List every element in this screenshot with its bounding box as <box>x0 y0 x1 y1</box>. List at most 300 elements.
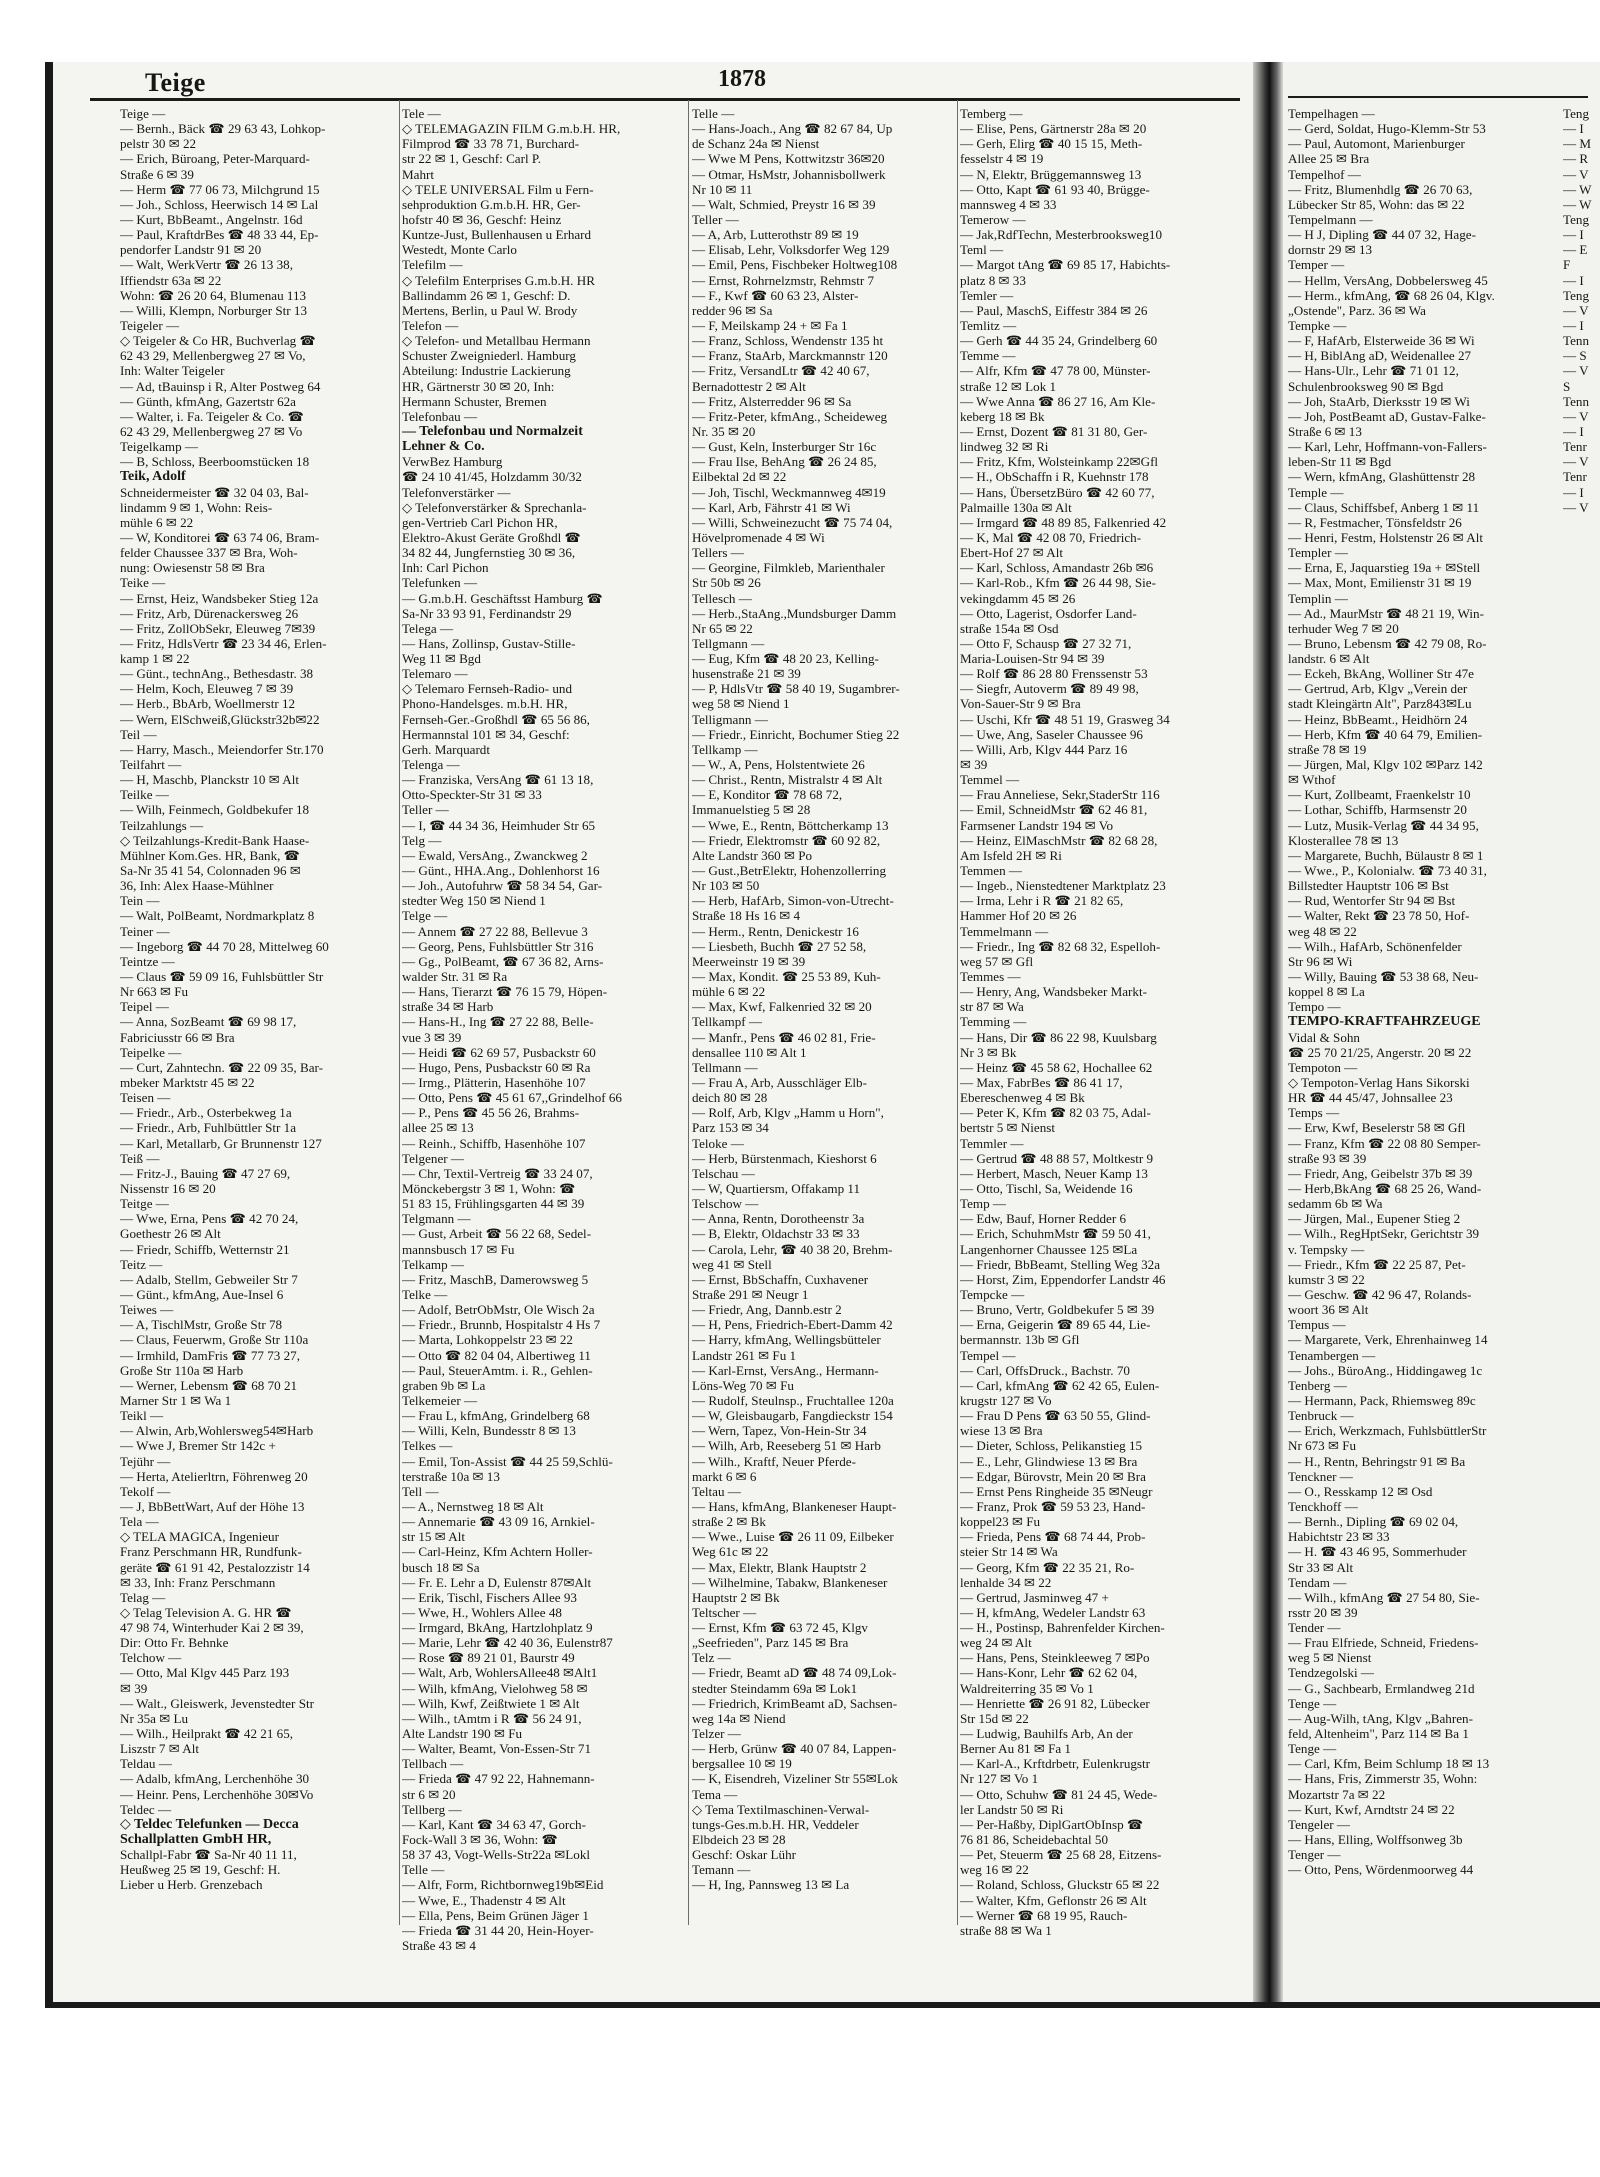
directory-entry: — Walter, Beamt, Von-Essen-Str 71 <box>402 1741 591 1757</box>
directory-entry: — Wilh., kfmAng ☎ 27 54 80, Sie- <box>1288 1589 1480 1605</box>
directory-entry: „Ostende", Parz. 36 ✉ Wa <box>1288 302 1426 318</box>
directory-entry: — Fritz, HdlsVertr ☎ 23 34 46, Erlen- <box>120 635 327 651</box>
directory-entry: — Rud, Wentorfer Str 94 ✉ Bst <box>1288 893 1456 909</box>
directory-entry: Dir: Otto Fr. Behnke <box>120 1635 229 1651</box>
directory-entry: — Bernh., Dipling ☎ 69 02 04, <box>1288 1514 1459 1530</box>
directory-entry: — Frieda, Pens ☎ 68 74 44, Prob- <box>960 1529 1146 1545</box>
directory-entry: straße 88 ✉ Wa 1 <box>960 1922 1052 1938</box>
directory-entry: mühle 6 ✉ 22 <box>120 514 194 530</box>
directory-entry: terhuder Weg 7 ✉ 20 <box>1288 620 1399 636</box>
directory-entry: Habichtstr 23 ✉ 33 <box>1288 1529 1390 1545</box>
directory-entry: Tempelhagen — <box>1288 106 1375 121</box>
directory-entry: Nr 127 ✉ Vo 1 <box>960 1771 1039 1787</box>
directory-entry: Tempelhof — <box>1288 166 1361 182</box>
directory-entry: Telefon — <box>402 317 459 333</box>
directory-entry: F <box>1563 257 1571 273</box>
directory-entry: Parz 153 ✉ 34 <box>692 1120 769 1136</box>
directory-entry: — Fritz, Alsterredder 96 ✉ Sa <box>692 393 852 409</box>
directory-entry: — Wilh., tAmtm i R ☎ 56 24 91, <box>402 1710 582 1726</box>
directory-entry: Telefunken — <box>402 575 478 591</box>
directory-entry: Tenge — <box>1288 1695 1337 1711</box>
directory-entry: — Ad, tBauinsp i R, Alter Postweg 64 <box>120 378 321 394</box>
directory-entry: Farmsener Landstr 194 ✉ Vo <box>960 817 1114 833</box>
directory-entry: Telkemeier — <box>402 1392 478 1408</box>
directory-entry: — Ewald, VersAng., Zwanckweg 2 <box>402 847 588 863</box>
directory-entry: — Geschw. ☎ 42 96 47, Rolands- <box>1288 1286 1472 1302</box>
directory-entry: Teng <box>1563 287 1589 303</box>
directory-entry: — Karl-A., Krftdrbetr, Eulenkrugstr <box>960 1756 1151 1772</box>
directory-entry: — Franz, StaArb, Marckmannstr 120 <box>692 348 888 364</box>
directory-entry: — Adolf, BetrObMstr, Ole Wisch 2a <box>402 1302 595 1318</box>
directory-entry: mbeker Marktstr 45 ✉ 22 <box>120 1075 255 1090</box>
directory-entry: — Emil, Ton-Assist ☎ 44 25 59,Schlü- <box>402 1453 613 1469</box>
directory-entry: Tempo — <box>1288 999 1341 1015</box>
directory-entry: Goethestr 26 ✉ Alt <box>120 1226 221 1242</box>
directory-entry: Nr 103 ✉ 50 <box>692 878 760 894</box>
directory-entry: Telega — <box>402 620 454 636</box>
directory-entry: woort 36 ✉ Alt <box>1288 1302 1369 1318</box>
directory-entry: lenhalde 34 ✉ 22 <box>960 1574 1052 1590</box>
directory-entry: — Gerh ☎ 44 35 24, Grindelberg 60 <box>960 333 1158 349</box>
directory-entry: — Wwe., Luise ☎ 26 11 09, Eilbeker <box>692 1529 894 1545</box>
directory-entry: bergsallee 10 ✉ 19 <box>692 1756 792 1772</box>
directory-entry: Templin — <box>1288 590 1348 606</box>
directory-entry: Teltscher — <box>692 1604 757 1620</box>
directory-entry: Teik, Adolf <box>120 469 186 485</box>
directory-entry: Telschau — <box>692 1165 755 1181</box>
directory-entry: Tenambergen — <box>1288 1347 1376 1363</box>
directory-entry: — Irma, Lehr i R ☎ 21 82 65, <box>960 893 1124 909</box>
directory-entry: — Heinz, ElMaschMstr ☎ 82 68 28, <box>960 832 1158 848</box>
directory-entry: — Liesbeth, Buchh ☎ 27 52 58, <box>692 938 867 954</box>
directory-entry: — Wwe, Erna, Pens ☎ 42 70 24, <box>120 1211 299 1227</box>
directory-entry: — Hans, ÜbersetzBüro ☎ 42 60 77, <box>960 484 1155 500</box>
directory-entry: — Fritz-Peter, kfmAng., Scheideweg <box>692 408 888 424</box>
directory-entry: — Frieda ☎ 47 92 22, Hahnemann- <box>402 1771 595 1787</box>
directory-entry: — Karl, Schloss, Amandastr 26b ✉6 <box>960 560 1154 576</box>
facing-column-edge <box>1563 106 1600 515</box>
directory-entry: — Ernst, Dozent ☎ 81 31 80, Ger- <box>960 423 1148 439</box>
directory-entry: — P, HdlsVtr ☎ 58 40 19, Sugambrer- <box>692 681 900 697</box>
directory-entry: — I <box>1563 121 1584 137</box>
directory-entry: Telemaro — <box>402 666 468 682</box>
directory-entry: Nr. 35 ✉ 20 <box>692 423 756 439</box>
directory-entry: Temp — <box>960 1196 1006 1212</box>
directory-entry: — Gg., PolBeamt, ☎ 67 36 82, Arns- <box>402 953 604 969</box>
directory-entry: Alte Landstr 360 ✉ Po <box>692 847 813 863</box>
directory-entry: Str 33 ✉ Alt <box>1288 1559 1354 1575</box>
directory-entry: — Edgar, Bürovstr, Mein 20 ✉ Bra <box>960 1468 1146 1484</box>
directory-entry: — Hans-Joach., Ang ☎ 82 67 84, Up <box>692 121 893 137</box>
directory-entry: — G., Sachbearb, Ermlandweg 21d <box>1288 1680 1475 1696</box>
directory-entry: weg 5 ✉ Nienst <box>1288 1650 1372 1666</box>
directory-entry: krugstr 127 ✉ Vo <box>960 1392 1052 1408</box>
directory-entry: — Harry, kfmAng, Wellingsbütteler <box>692 1332 881 1348</box>
directory-entry: — Friedr., Arb., Osterbekweg 1a <box>120 1105 292 1121</box>
directory-entry: — Uwe, Ang, Saseler Chaussee 96 <box>960 726 1143 742</box>
directory-entry: Telgener — <box>402 1150 464 1166</box>
directory-entry: husenstraße 21 ✉ 39 <box>692 666 801 682</box>
directory-entry: — Curt, Zahntechn. ☎ 22 09 35, Bar- <box>120 1059 323 1075</box>
directory-entry: — Gerd, Soldat, Hugo-Klemm-Str 53 <box>1288 121 1486 137</box>
directory-entry: feld, Altenheim", Parz 114 ✉ Ba 1 <box>1288 1726 1469 1742</box>
directory-entry: — Hans, Dir ☎ 86 22 98, Kuulsbarg <box>960 1029 1157 1045</box>
directory-entry: bertstr 5 ✉ Nienst <box>960 1120 1055 1136</box>
directory-entry: — Irmg., Plätterin, Hasenhöhe 107 <box>402 1075 586 1090</box>
directory-entry: Temann — <box>692 1862 751 1878</box>
directory-entry: Telligmann — <box>692 711 768 727</box>
directory-entry: „Seefrieden", Parz 145 ✉ Bra <box>692 1635 849 1651</box>
directory-entry: Heußweg 25 ✉ 19, Geschf: H. <box>120 1862 281 1878</box>
directory-entry: — Frau Anneliese, Sekr,StaderStr 116 <box>960 787 1160 803</box>
directory-entry: — Günth, kfmAng, Gazertstr 62a <box>120 393 296 409</box>
directory-entry: Geschf: Oskar Lühr <box>692 1847 796 1863</box>
directory-entry: Marner Str 1 ✉ Wa 1 <box>120 1392 232 1408</box>
directory-entry: Telgmann — <box>402 1211 471 1227</box>
directory-entry: — Bruno, Lebensm ☎ 42 79 08, Ro- <box>1288 635 1487 651</box>
directory-entry: deich 80 ✉ 28 <box>692 1090 768 1106</box>
directory-entry: — V <box>1563 363 1589 379</box>
directory-entry: ✉ 39 <box>120 1680 148 1696</box>
directory-entry: Teigelkamp — <box>120 439 198 455</box>
directory-entry: — Wilh., HafArb, Schönenfelder <box>1288 938 1462 954</box>
directory-entry: — Irmhild, DamFris ☎ 77 73 27, <box>120 1347 300 1363</box>
directory-entry: Tendam — <box>1288 1574 1347 1590</box>
directory-entry: Telg — <box>402 832 442 848</box>
directory-entry: — M <box>1563 136 1592 152</box>
directory-entry: — Hans, Elling, Wolffsonweg 3b <box>1288 1832 1463 1848</box>
directory-entry: Tempoton — <box>1288 1059 1358 1075</box>
directory-entry: — N, Elektr, Brüggemannsweg 13 <box>960 166 1142 182</box>
directory-entry: — Joh, PostBeamt aD, Gustav-Falke- <box>1288 408 1486 424</box>
facing-column <box>1288 106 1592 1877</box>
directory-entry: Westedt, Monte Carlo <box>402 242 517 258</box>
directory-entry: Nr 65 ✉ 22 <box>692 620 753 636</box>
directory-entry: Straße 291 ✉ Neugr 1 <box>692 1286 809 1302</box>
directory-entry: nung: Owiesenstr 58 ✉ Bra <box>120 560 265 576</box>
directory-entry: — Rolf ☎ 86 28 80 Frenssenstr 53 <box>960 666 1148 682</box>
directory-entry: — Günt., kfmAng, Aue-Insel 6 <box>120 1286 284 1302</box>
directory-entry: Fernseh-Ger.-Großhdl ☎ 65 56 86, <box>402 711 590 727</box>
column-divider <box>399 100 400 1925</box>
page-number: 1878 <box>718 66 766 92</box>
directory-entry: — Annemarie ☎ 43 09 16, Arnkiel- <box>402 1514 595 1530</box>
directory-entry: ◇ Tema Textilmaschinen-Verwal- <box>692 1801 870 1817</box>
directory-entry: — H., Rentn, Behringstr 91 ✉ Ba <box>1288 1453 1466 1469</box>
directory-entry: — Frau Ilse, BehAng ☎ 26 24 85, <box>692 454 877 470</box>
directory-entry: — Rudolf, Steulnsp., Fruchtallee 120a <box>692 1392 894 1408</box>
directory-entry: Temme — <box>960 348 1016 364</box>
directory-entry: Temple — <box>1288 484 1344 500</box>
directory-entry: — Ingeb., Nienstedtener Marktplatz 23 <box>960 878 1166 894</box>
directory-entry: Teitge — <box>120 1196 169 1212</box>
directory-entry: — Werner ☎ 68 19 95, Rauch- <box>960 1907 1128 1923</box>
directory-entry: — Hans, Zollinsp, Gustav-Stille- <box>402 635 576 651</box>
directory-entry: — Heinr. Pens, Lerchenhöhe 30✉Vo <box>120 1786 314 1802</box>
directory-entry: — Herm., Rentn, Denickestr 16 <box>692 923 859 939</box>
directory-entry: — I, ☎ 44 34 36, Heimhuder Str 65 <box>402 817 596 833</box>
directory-entry: Tempcke — <box>960 1286 1025 1302</box>
directory-entry: — Wern, Tapez, Von-Hein-Str 34 <box>692 1423 867 1439</box>
directory-entry: Weg 61c ✉ 22 <box>692 1544 769 1560</box>
directory-entry: — Peter K, Kfm ☎ 82 03 75, Adal- <box>960 1105 1151 1121</box>
directory-entry: — F., Kwf ☎ 60 63 23, Alster- <box>692 287 859 303</box>
directory-entry: Tender — <box>1288 1620 1341 1636</box>
directory-entry: — Hermann, Pack, Rhiemsweg 89c <box>1288 1392 1476 1408</box>
directory-entry: — Max, Elektr, Blank Hauptstr 2 <box>692 1559 867 1575</box>
directory-entry: — Ad., MaurMstr ☎ 48 21 19, Win- <box>1288 605 1484 621</box>
directory-entry: felder Chaussee 337 ✉ Bra, Woh- <box>120 545 298 561</box>
directory-entry: Telkamp — <box>402 1256 464 1272</box>
directory-entry: busch 18 ✉ Sa <box>402 1559 480 1575</box>
directory-entry: — Annem ☎ 27 22 88, Bellevue 3 <box>402 923 588 939</box>
directory-entry: — Hans, kfmAng, Blankeneser Haupt- <box>692 1498 897 1514</box>
directory-entry: — Günt., technAng., Bethesdastr. 38 <box>120 666 314 682</box>
directory-entry: Waldreiterring 35 ✉ Vo 1 <box>960 1680 1094 1696</box>
directory-entry: — Eug, Kfm ☎ 48 20 23, Kelling- <box>692 651 879 667</box>
directory-entry: — V <box>1563 454 1589 470</box>
directory-entry: Bernadottestr 2 ✉ Alt <box>692 378 806 394</box>
directory-entry: — Erich, Werkzmach, FuhlsbüttlerStr <box>1288 1423 1487 1439</box>
directory-entry: — Carl, OffsDruck., Bachstr. 70 <box>960 1362 1130 1378</box>
directory-entry: — Herb., BbArb, Woellmerstr 12 <box>120 696 296 712</box>
directory-entry: — Otmar, HsMstr, Johannisbollwerk <box>692 166 886 182</box>
directory-entry: platz 8 ✉ 33 <box>960 272 1026 288</box>
directory-entry: ☎ 25 70 21/25, Angerstr. 20 ✉ 22 <box>1288 1044 1472 1060</box>
directory-entry: — Gust, Arbeit ☎ 56 22 68, Sedel- <box>402 1226 592 1242</box>
directory-entry: ◇ TELE UNIVERSAL Film u Fern- <box>402 181 594 197</box>
directory-entry: — Erich, SchuhmMstr ☎ 59 50 41, <box>960 1226 1151 1242</box>
directory-entry: Straße 6 ✉ 39 <box>120 166 194 182</box>
directory-entry: — Otto, Pens ☎ 45 61 67,,Grindelhof 66 <box>402 1090 622 1106</box>
directory-entry: Fock-Wall 3 ✉ 36, Wohn: ☎ <box>402 1832 558 1848</box>
directory-entry: — Frau D Pens ☎ 63 50 55, Glind- <box>960 1408 1151 1424</box>
directory-entry: — Willi, Klempn, Norburger Str 13 <box>120 302 308 318</box>
directory-entry: ◇ Telefon- und Metallbau Hermann <box>402 333 591 349</box>
directory-entry: — I <box>1563 423 1584 439</box>
book-gutter <box>1253 62 1283 2002</box>
directory-entry: Teigeler — <box>120 317 180 333</box>
directory-entry: Tenger — <box>1288 1847 1341 1863</box>
directory-entry: Tema — <box>692 1786 738 1802</box>
directory-entry: — Herb, HafArb, Simon-von-Utrecht- <box>692 893 894 909</box>
directory-entry: Teipelke — <box>120 1044 182 1060</box>
directory-entry: Franz Perschmann HR, Rundfunk- <box>120 1544 302 1560</box>
directory-entry: — V <box>1563 499 1589 515</box>
directory-entry: 51 83 15, Frühlingsgarten 44 ✉ 39 <box>402 1196 585 1212</box>
directory-entry: leben-Str 11 ✉ Bgd <box>1288 454 1392 470</box>
directory-entry: — Bruno, Vertr, Goldbekufer 5 ✉ 39 <box>960 1302 1155 1318</box>
directory-entry: Temmen — <box>960 863 1022 879</box>
directory-entry: stadt Kleingärtn Alt", Parz843✉Lu <box>1288 696 1472 712</box>
directory-entry: Straße 18 Hs 16 ✉ 4 <box>692 908 801 924</box>
directory-entry: Tekolf — <box>120 1483 171 1499</box>
directory-entry: — Emil, SchneidMstr ☎ 62 46 81, <box>960 802 1148 818</box>
directory-entry: VerwBez Hamburg <box>402 454 503 470</box>
directory-entry: — Fritz, VersandLtr ☎ 42 40 67, <box>692 363 870 379</box>
directory-entry: Straße 43 ✉ 4 <box>402 1938 476 1954</box>
directory-entry: ☎ 24 10 41/45, Holzdamm 30/32 <box>402 469 582 485</box>
directory-entry: — Walt, WerkVertr ☎ 26 13 38, <box>120 257 293 273</box>
directory-entry: — Karl, Arb, Fährstr 41 ✉ Wi <box>692 499 851 515</box>
directory-entry: Mönckebergstr 3 ✉ 1, Wohn: ☎ <box>402 1180 576 1196</box>
directory-entry: — Hans-Konr, Lehr ☎ 62 62 04, <box>960 1665 1138 1681</box>
directory-entry: Straße 6 ✉ 13 <box>1288 423 1362 439</box>
directory-entry: densallee 110 ✉ Alt 1 <box>692 1044 807 1060</box>
directory-entry: Str 50b ✉ 26 <box>692 575 761 591</box>
directory-entry: straße 78 ✉ 19 <box>1288 741 1367 757</box>
directory-entry: weg 41 ✉ Stell <box>692 1256 772 1272</box>
directory-entry: — Claus, Feuerwm, Große Str 110a <box>120 1332 309 1348</box>
directory-entry: — Rolf, Arb, Klgv „Hamm u Horn", <box>692 1105 884 1121</box>
directory-entry: — Ernst, BbSchaffn, Cuxhavener <box>692 1271 869 1287</box>
directory-entry: Otto-Speckter-Str 31 ✉ 33 <box>402 787 542 803</box>
directory-entry: Telefilm — <box>402 257 463 273</box>
directory-entry: Hammer Hof 20 ✉ 26 <box>960 908 1077 924</box>
directory-entry: Teldec — <box>120 1801 172 1817</box>
directory-entry: — Erna, E, Jaquarstieg 19a + ✉Stell <box>1288 560 1481 576</box>
directory-entry: Berner Au 81 ✉ Fa 1 <box>960 1741 1071 1757</box>
directory-entry: — Joh, Tischl, Weckmannweg 4✉19 <box>692 484 886 500</box>
directory-entry: — Heinz ☎ 45 58 62, Hochallee 62 <box>960 1059 1153 1075</box>
directory-entry: — Otto, Schuhw ☎ 81 24 45, Wede- <box>960 1786 1158 1802</box>
directory-entry: — Walt, Schmied, Preystr 16 ✉ 39 <box>692 196 876 212</box>
directory-entry: — Erw, Kwf, Beselerstr 58 ✉ Gfl <box>1288 1120 1466 1136</box>
directory-entry: — Christ., Rentn, Mistralstr 4 ✉ Alt <box>692 772 883 788</box>
directory-entry: — Wilh., RegHptSekr, Gerichtstr 39 <box>1288 1226 1480 1242</box>
directory-entry: allee 25 ✉ 13 <box>402 1120 474 1136</box>
directory-entry: — Alfr, Form, Richtbornweg19b✉Eid <box>402 1877 604 1893</box>
directory-entry: — Max, Mont, Emilienstr 31 ✉ 19 <box>1288 575 1472 591</box>
directory-entry: — Elise, Pens, Gärtnerstr 28a ✉ 20 <box>960 121 1147 137</box>
directory-entry: — Willi, Schweinezucht ☎ 75 74 04, <box>692 514 893 530</box>
directory-entry: Meerweinstr 19 ✉ 39 <box>692 953 806 969</box>
directory-entry: — R, Festmacher, Tönsfeldstr 26 <box>1288 514 1462 530</box>
directory-entry: walder Str. 31 ✉ Ra <box>402 969 508 985</box>
directory-entry: str 6 ✉ 20 <box>402 1786 456 1802</box>
directory-entry: dornstr 29 ✉ 13 <box>1288 242 1373 258</box>
directory-entry: Telle — <box>692 106 735 121</box>
directory-entry: Teller — <box>402 802 449 818</box>
directory-entry: — Chr, Textil-Vertreig ☎ 33 24 07, <box>402 1165 593 1181</box>
directory-entry: — Pet, Steuerm ☎ 25 68 28, Eitzens- <box>960 1847 1162 1863</box>
directory-entry: Tela — <box>120 1514 159 1530</box>
directory-entry: Wohn: ☎ 26 20 64, Blumenau 113 <box>120 287 307 303</box>
directory-entry: Nr 3 ✉ Bk <box>960 1044 1017 1060</box>
directory-entry: — Karl-Rob., Kfm ☎ 26 44 98, Sie- <box>960 575 1156 591</box>
directory-entry: weg 58 ✉ Niend 1 <box>692 696 790 712</box>
directory-entry: ◇ Teigeler & Co HR, Buchverlag ☎ <box>120 333 316 349</box>
directory-entry: 47 98 74, Winterhuder Kai 2 ✉ 39, <box>120 1620 304 1636</box>
directory-entry: — Herbert, Masch, Neuer Kamp 13 <box>960 1165 1148 1181</box>
directory-entry: — Herb, Bürstenmach, Kieshorst 6 <box>692 1150 877 1166</box>
directory-entry: — Marie, Lehr ☎ 42 40 36, Eulenstr87 <box>402 1635 613 1651</box>
directory-entry: sedamm 6b ✉ Wa <box>1288 1196 1383 1212</box>
directory-entry: — Joh, StaArb, Dierksstr 19 ✉ Wi <box>1288 393 1470 409</box>
directory-entry: — Wern, kfmAng, Glashüttenstr 28 <box>1288 469 1476 485</box>
directory-entry: — Walt, Arb, WohlersAllee48 ✉Alt1 <box>402 1665 598 1681</box>
directory-entry: — B, Schloss, Beerboomstücken 18 <box>120 454 310 470</box>
directory-entry: — Wilh., Heilprakt ☎ 42 21 65, <box>120 1726 294 1742</box>
header-rule <box>90 98 1240 101</box>
directory-entry: Teil — <box>120 726 157 742</box>
directory-entry: — Ludwig, Bauhilfs Arb, An der <box>960 1726 1133 1742</box>
directory-entry: — Fritz-J., Bauing ☎ 47 27 69, <box>120 1165 291 1181</box>
directory-entry: — Erich, Büroang, Peter-Marquard- <box>120 151 310 167</box>
directory-entry: — H, BiblAng aD, Weidenallee 27 <box>1288 348 1472 364</box>
directory-entry: Inh: Walter Teigeler <box>120 363 225 379</box>
directory-entry: — Edw, Bauf, Horner Redder 6 <box>960 1211 1127 1227</box>
directory-entry: Sa-Nr 33 93 91, Ferdinandstr 29 <box>402 605 572 621</box>
directory-entry: Große Str 110a ✉ Harb <box>120 1362 244 1378</box>
directory-entry: — Herm., kfmAng, ☎ 68 26 04, Klgv. <box>1288 287 1495 303</box>
directory-entry: Temmel — <box>960 772 1020 788</box>
directory-entry: wiese 13 ✉ Bra <box>960 1423 1043 1439</box>
directory-entry: Teiwes — <box>120 1302 174 1318</box>
directory-entry: Lübecker Str 85, Wohn: das ✉ 22 <box>1288 196 1465 212</box>
directory-entry: ◇ Telag Television A. G. HR ☎ <box>120 1604 292 1620</box>
directory-entry: — Wilh, Feinmech, Goldbekufer 18 <box>120 802 310 818</box>
directory-entry: — Claus ☎ 59 09 16, Fuhlsbüttler Str <box>120 969 324 985</box>
directory-entry: Teng <box>1563 106 1589 121</box>
directory-entry: 62 43 29, Mellenbergweg 27 ✉ Vo, <box>120 348 306 364</box>
directory-entry: ◇ Teilzahlungs-Kredit-Bank Haase- <box>120 832 310 848</box>
directory-entry: — F, HafArb, Elsterweide 36 ✉ Wi <box>1288 333 1475 349</box>
directory-entry: — Dieter, Schloss, Pelikanstieg 15 <box>960 1438 1143 1454</box>
directory-entry: Temerow — <box>960 211 1026 227</box>
directory-entry: Tenckner — <box>1288 1468 1353 1484</box>
directory-entry: ◇ Tempoton-Verlag Hans Sikorski <box>1288 1075 1470 1090</box>
directory-entry: — A., Nernstweg 18 ✉ Alt <box>402 1498 544 1514</box>
directory-entry: Temmler — <box>960 1135 1024 1151</box>
directory-entry: — Otto, Kapt ☎ 61 93 40, Brügge- <box>960 181 1150 197</box>
directory-entry: — Frau Elfriede, Schneid, Friedens- <box>1288 1635 1479 1651</box>
directory-entry: HR, Gärtnerstr 30 ✉ 20, Inh: <box>402 378 555 394</box>
directory-entry: Mozartstr 7a ✉ 22 <box>1288 1786 1386 1802</box>
directory-entry: — Wilh., Kraftf, Neuer Pferde- <box>692 1453 856 1469</box>
directory-entry: — H J, Dipling ☎ 44 07 32, Hage- <box>1288 227 1476 243</box>
directory-entry: Telenga — <box>402 757 460 773</box>
directory-entry: — Rose ☎ 89 21 01, Baurstr 49 <box>402 1650 575 1666</box>
directory-entry: — Georgine, Filmkleb, Marienthaler <box>692 560 885 576</box>
directory-entry: — Jürgen, Mal., Eupener Stieg 2 <box>1288 1211 1461 1227</box>
directory-entry: Temmelmann — <box>960 923 1049 939</box>
directory-entry: — A, Arb, Lutterothstr 89 ✉ 19 <box>692 227 859 243</box>
directory-entry: — Erik, Tischl, Fischers Allee 93 <box>402 1589 577 1605</box>
directory-entry: — Gust.,BetrElektr, Hohenzollerring <box>692 863 887 879</box>
directory-entry: weg 14a ✉ Niend <box>692 1710 786 1726</box>
directory-entry: vekingdamm 45 ✉ 26 <box>960 590 1076 606</box>
directory-entry: — Margarete, Buchh, Bülaustr 8 ✉ 1 <box>1288 847 1484 863</box>
directory-entry: Klosterallee 78 ✉ 13 <box>1288 832 1399 848</box>
directory-entry: Telefonverstärker — <box>402 484 511 500</box>
directory-entry: — Erna, Geigerin ☎ 89 65 44, Lie- <box>960 1317 1151 1333</box>
directory-entry: — Willi, Arb, Klgv 444 Parz 16 <box>960 741 1128 757</box>
directory-entry: Teilfahrt — <box>120 757 182 773</box>
directory-entry: mannsbusch 17 ✉ Fu <box>402 1241 515 1257</box>
directory-entry: str 15 ✉ Alt <box>402 1529 465 1545</box>
directory-entry: Ebereschenweg 4 ✉ Bk <box>960 1090 1085 1106</box>
directory-entry: weg 24 ✉ Alt <box>960 1635 1032 1651</box>
directory-entry: Temming — <box>960 1014 1027 1030</box>
directory-entry: — Günt., HHA.Ang., Dohlenhorst 16 <box>402 863 600 879</box>
directory-entry: lindamm 9 ✉ 1, Wohn: Reis- <box>120 499 273 515</box>
directory-entry: — Friedr, Elektromstr ☎ 60 92 82, <box>692 832 881 848</box>
directory-entry: — W, Konditorei ☎ 63 74 06, Bram- <box>120 529 320 545</box>
directory-entry: — Elisab, Lehr, Volksdorfer Weg 129 <box>692 242 890 258</box>
directory-entry: 34 82 44, Jungfernstieg 30 ✉ 36, <box>402 545 576 561</box>
directory-entry: — W, Quartiersm, Offakamp 11 <box>692 1180 861 1196</box>
